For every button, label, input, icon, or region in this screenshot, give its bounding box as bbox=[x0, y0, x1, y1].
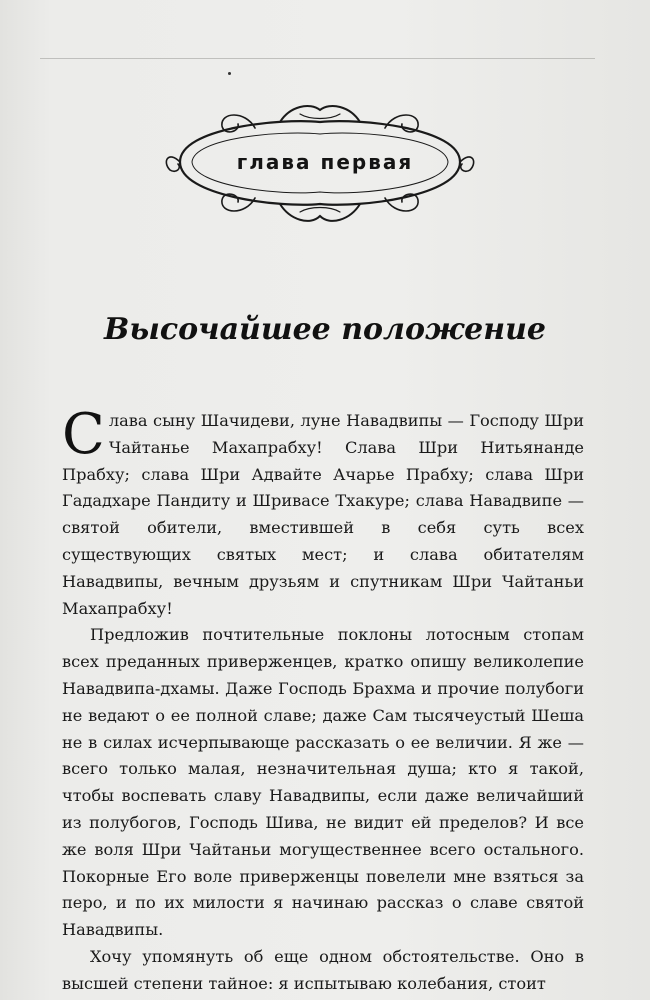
paragraph-1 bbox=[62, 402, 584, 622]
paragraph-2: Предложив почтительные поклоны лотосным стопам всех преданных приверженцев, кратко опишу великолепие Навадвипа-дхамы. Даже Господь Брахма и прочие полубоги не ведают о ее полной славе; даже Сам тысячеустый Шеша не в силах исчерпывающе рассказать о ее величии. Я же — всего только малая, незначительная душа; кто я такой, чтобы воспевать славу Навадвипы, если даже величайший из полубогов, Господь Шива, не видит ей пределов? И все же воля Шри Чайтаньи могущественнее всего остального. Покорные Его воле приверженцы повелели мне взяться за перо, и по их милости я начинаю рассказ о славе святой Навадвипы. bbox=[62, 625, 584, 940]
header-rule bbox=[40, 58, 595, 59]
paragraph-1-text: лава сыну Шачидеви, луне Навадвипы — Господу Шри Чайтанье Махапрабху! Слава Шри Нитьянанде Прабху; слава Шри Адвайте Ачарье Прабху; слава Шри Гададхаре Пандиту и Шривасе Тхакуре; слава Навадвипе — святой обители, вместившей в себя суть всех существующих святых мест; и слава обитателям Навадвипы, вечным друзьям и спутникам Шри Чайтаньи Махапрабху! bbox=[62, 411, 584, 618]
drop-cap: С bbox=[62, 402, 105, 467]
ink-dot bbox=[228, 72, 231, 75]
chapter-title: Высочайшее положение bbox=[103, 312, 547, 347]
bleed-through-header bbox=[40, 40, 600, 54]
paragraph-3: Хочу упомянуть об еще одном обстоятельстве. Оно в высшей степени тайное: я испытываю колебания, стоит bbox=[62, 946, 584, 993]
chapter-label: глава первая bbox=[236, 150, 414, 174]
body-text bbox=[62, 402, 584, 998]
